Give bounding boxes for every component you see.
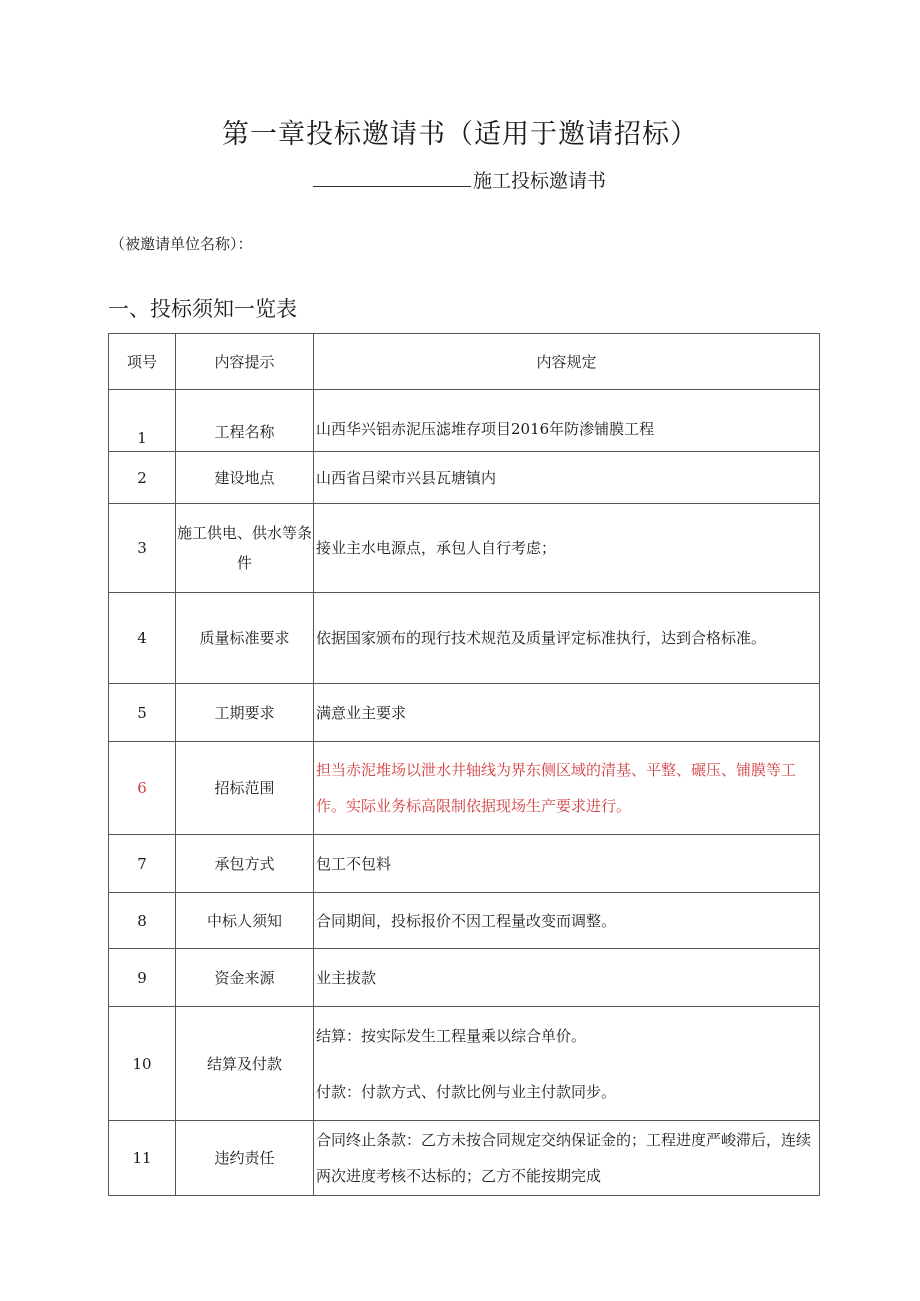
row-item: 中标人须知	[176, 893, 314, 949]
row-rule: 合同终止条款：乙方未按合同规定交纳保证金的；工程进度严峻滞后，连续两次进度考核不达标的；乙方不能按期完成	[314, 1121, 820, 1196]
row-no: 10	[109, 1007, 176, 1121]
row-item: 结算及付款	[176, 1007, 314, 1121]
row-item: 工程名称	[176, 390, 314, 452]
row-no: 9	[109, 949, 176, 1007]
row-rule: 山西省吕梁市兴县瓦塘镇内	[314, 452, 820, 504]
row-item: 违约责任	[176, 1121, 314, 1196]
table-row-highlighted	[109, 742, 820, 835]
subtitle	[313, 166, 606, 193]
row-rule: 依据国家颁布的现行技术规范及质量评定标准执行，达到合格标准。	[314, 593, 820, 684]
row-rule: 担当赤泥堆场以泄水井轴线为界东侧区域的清基、平整、碾压、铺膜等工作。实际业务标高限制依据现场生产要求进行。	[314, 742, 820, 835]
page-title: 第一章投标邀请书（适用于邀请招标）	[222, 119, 698, 150]
row-rule: 合同期间，投标报价不因工程量改变而调整。	[314, 893, 820, 949]
table-row	[109, 893, 820, 949]
row-no: 6	[109, 742, 176, 835]
row-item: 施工供电、供水等条件	[176, 504, 314, 593]
row-no: 7	[109, 835, 176, 893]
row-item: 资金来源	[176, 949, 314, 1007]
bidding-notice-table	[108, 333, 820, 1196]
table-row	[109, 1121, 820, 1196]
addressee-line: （被邀请单位名称）：	[110, 235, 253, 253]
payment-clause: 付款：付款方式、付款比例与业主付款同步。	[316, 1082, 617, 1101]
row-rule: 接业主水电源点，承包人自行考虑；	[314, 504, 820, 593]
row-rule: 山西华兴铝赤泥压滤堆存项目2016年防渗铺膜工程	[314, 390, 820, 452]
header-rule: 内容规定	[314, 334, 820, 390]
row-rule: 包工不包料	[314, 835, 820, 893]
header-no: 项号	[109, 334, 176, 390]
table-row	[109, 684, 820, 742]
row-rule: 满意业主要求	[314, 684, 820, 742]
row-item: 招标范围	[176, 742, 314, 835]
table-row	[109, 452, 820, 504]
subtitle-text: 施工投标邀请书	[473, 170, 607, 192]
table-header-row	[109, 334, 820, 390]
row-no: 3	[109, 504, 176, 593]
row-no: 4	[109, 593, 176, 684]
row-item: 承包方式	[176, 835, 314, 893]
blank-line	[313, 166, 471, 187]
row-rule: 业主拔款	[314, 949, 820, 1007]
header-item: 内容提示	[176, 334, 314, 390]
paragraph-gap	[316, 1054, 815, 1074]
row-item: 建设地点	[176, 452, 314, 504]
section-heading: 一、投标须知一览表	[108, 297, 297, 321]
row-item: 质量标准要求	[176, 593, 314, 684]
table-row	[109, 1007, 820, 1121]
table-row	[109, 390, 820, 452]
row-item: 工期要求	[176, 684, 314, 742]
row-no: 2	[109, 452, 176, 504]
table-row	[109, 949, 820, 1007]
row-rule	[314, 1007, 820, 1121]
table-row	[109, 504, 820, 593]
row-no: 11	[109, 1121, 176, 1196]
table-row	[109, 593, 820, 684]
row-no: 8	[109, 893, 176, 949]
table-row	[109, 835, 820, 893]
row-no: 1	[109, 390, 176, 452]
row-no: 5	[109, 684, 176, 742]
settlement-clause: 结算：按实际发生工程量乘以综合单价。	[316, 1026, 587, 1045]
